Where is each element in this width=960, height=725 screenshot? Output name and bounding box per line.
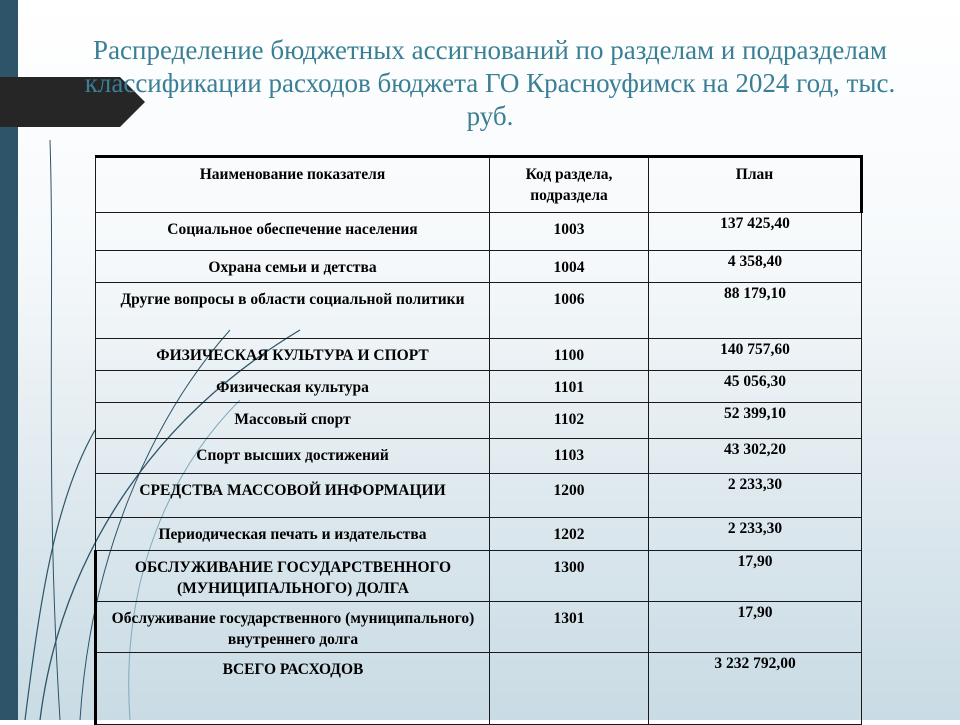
row-plan: 4 358,40 bbox=[649, 251, 862, 283]
row-code: 1202 bbox=[490, 518, 649, 551]
row-plan: 2 233,30 bbox=[649, 518, 862, 551]
row-code: 1004 bbox=[490, 251, 649, 283]
table-row bbox=[96, 474, 862, 518]
page-title: Распределение бюджетных ассигнований по разделам и подразделам классификации расходов бюджета ГО Красноуфимск на 2024 год, тыс. руб. bbox=[84, 35, 896, 131]
budget-table bbox=[94, 155, 863, 725]
table-row bbox=[96, 371, 862, 403]
row-plan: 137 425,40 bbox=[649, 213, 862, 251]
total-name: ВСЕГО РАСХОДОВ bbox=[96, 653, 490, 725]
header-code: Код раздела, подраздела bbox=[490, 157, 649, 213]
row-name: Охрана семьи и детства bbox=[96, 251, 490, 283]
row-code: 1103 bbox=[490, 439, 649, 474]
row-name: Физическая культура bbox=[96, 371, 490, 403]
total-plan: 3 232 792,00 bbox=[649, 653, 862, 725]
row-code: 1301 bbox=[490, 602, 649, 653]
row-name: Обслуживание государственного (муниципального) внутреннего долга bbox=[96, 602, 490, 653]
row-name: Спорт высших достижений bbox=[96, 439, 490, 474]
table-total-row bbox=[96, 653, 862, 725]
row-plan: 17,90 bbox=[649, 602, 862, 653]
row-name: Другие вопросы в области социальной политики bbox=[96, 283, 490, 339]
table-row bbox=[96, 251, 862, 283]
table-row bbox=[96, 403, 862, 439]
row-plan: 43 302,20 bbox=[649, 439, 862, 474]
row-code: 1200 bbox=[490, 474, 649, 518]
row-name: Периодическая печать и издательства bbox=[96, 518, 490, 551]
table-row bbox=[96, 439, 862, 474]
table-row bbox=[96, 518, 862, 551]
row-plan: 2 233,30 bbox=[649, 474, 862, 518]
row-code: 1100 bbox=[490, 339, 649, 371]
row-code: 1006 bbox=[490, 283, 649, 339]
table-row bbox=[96, 339, 862, 371]
row-name: СРЕДСТВА МАССОВОЙ ИНФОРМАЦИИ bbox=[96, 474, 490, 518]
row-plan: 52 399,10 bbox=[649, 403, 862, 439]
row-plan: 140 757,60 bbox=[649, 339, 862, 371]
row-name: ОБСЛУЖИВАНИЕ ГОСУДАРСТВЕННОГО (МУНИЦИПАЛЬНОГО) ДОЛГА bbox=[96, 551, 490, 602]
row-code: 1102 bbox=[490, 403, 649, 439]
row-plan: 45 056,30 bbox=[649, 371, 862, 403]
table-row bbox=[96, 213, 862, 251]
total-code bbox=[490, 653, 649, 725]
row-plan: 88 179,10 bbox=[649, 283, 862, 339]
row-plan: 17,90 bbox=[649, 551, 862, 602]
table-row bbox=[96, 283, 862, 339]
row-code: 1003 bbox=[490, 213, 649, 251]
table-row bbox=[96, 602, 862, 653]
header-plan: План bbox=[649, 157, 862, 213]
row-code: 1300 bbox=[490, 551, 649, 602]
row-name: ФИЗИЧЕСКАЯ КУЛЬТУРА И СПОРТ bbox=[96, 339, 490, 371]
table-row bbox=[96, 551, 862, 602]
row-name: Массовый спорт bbox=[96, 403, 490, 439]
header-name: Наименование показателя bbox=[96, 157, 490, 213]
table-header-row bbox=[96, 157, 862, 213]
row-code: 1101 bbox=[490, 371, 649, 403]
row-name: Социальное обеспечение населения bbox=[96, 213, 490, 251]
